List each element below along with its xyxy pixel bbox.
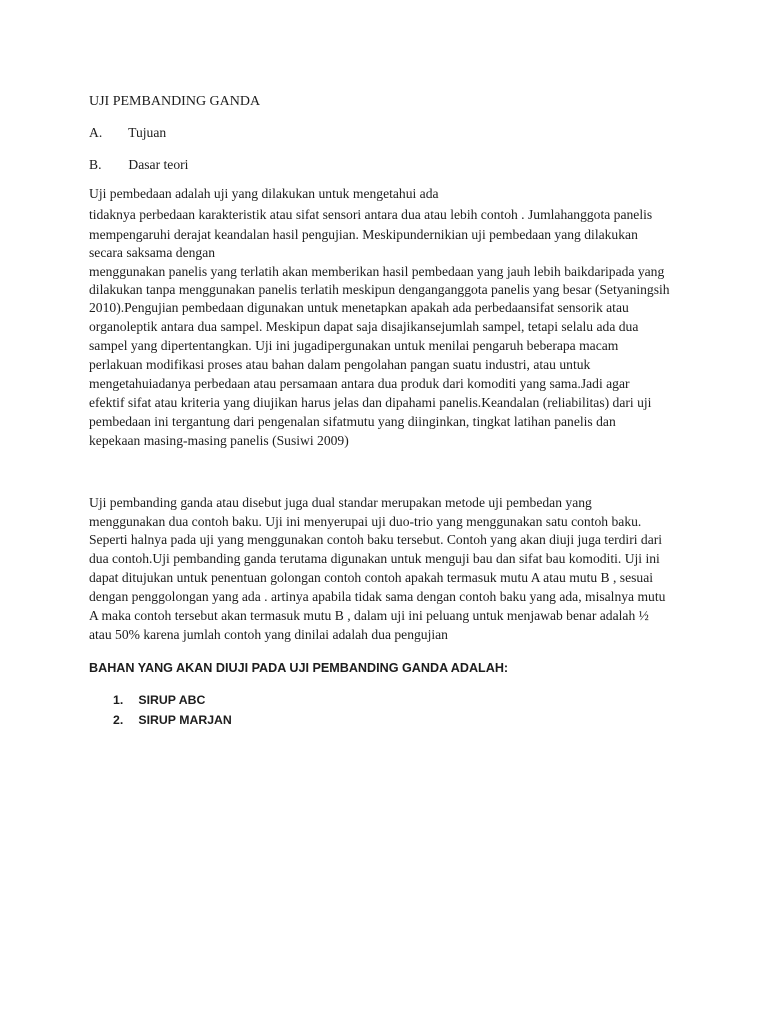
section-marker: A. <box>89 125 103 140</box>
paragraph-line: sampel yang dipertentangkan. Uji ini jugadipergunakan untuk menilai pengaruh beberapa macam <box>89 338 619 353</box>
paragraph-line: dua contoh.Uji pembanding ganda terutama digunakan untuk menguji bau dan sifat bau komoditi. Uji ini <box>89 551 660 566</box>
document-title: UJI PEMBANDING GANDA <box>89 94 261 109</box>
section-label: Tujuan <box>128 125 167 140</box>
paragraph-line: menggunakan panelis yang terlatih akan memberikan hasil pembedaan yang jauh lebih baikdaripada yang <box>89 264 665 279</box>
section-heading-tujuan <box>89 125 166 141</box>
paragraph-line: dapat ditujukan untuk penentuan golongan contoh contoh apakah termasuk mutu A atau mutu B , sesuai <box>89 570 654 585</box>
section-heading-dasar-teori <box>89 157 188 173</box>
list-item <box>113 712 232 728</box>
paragraph-line: mempengaruhi derajat keandalan hasil pengujian. Meskipundernikian uji pembedaan yang dilakukan <box>89 227 638 242</box>
paragraph-line: efektif sifat atau kriteria yang diujikan harus jelas dan dipahami panelis.Keandalan (reliabilitas) dari uji <box>89 395 652 410</box>
paragraph-line: menggunakan dua contoh baku. Uji ini menyerupai uji duo-trio yang menggunakan satu contoh baku. <box>89 514 642 529</box>
paragraph-line: Uji pembedaan adalah uji yang dilakukan untuk mengetahui ada <box>89 186 439 201</box>
paragraph-line: organoleptik antara dua sampel. Meskipun dapat saja disajikansejumlah sampel, tetapi selalu ada dua <box>89 319 639 334</box>
paragraph-line: 2010).Pengujian pembedaan digunakan untuk menetapkan apakah ada perbedaansifat sensorik atau <box>89 300 629 315</box>
paragraph-line: pembedaan ini tergantung dari pengenalan sifatmutu yang diinginkan, tingkat latihan panelis dan <box>89 414 616 429</box>
paragraph-line: A maka contoh tersebut akan termasuk mutu B , dalam uji ini peluang untuk menjawab benar adalah ½ <box>89 608 649 623</box>
paragraph-line: kepekaan masing-masing panelis (Susiwi 2009) <box>89 433 349 448</box>
list-label: SIRUP ABC <box>138 693 206 707</box>
paragraph-line: tidaknya perbedaan karakteristik atau sifat sensori antara dua atau lebih contoh . Jumlahanggota panelis <box>89 207 653 222</box>
list-number: 2. <box>113 713 124 727</box>
paragraph-line: Uji pembanding ganda atau disebut juga dual standar merupakan metode uji pembedan yang <box>89 495 592 510</box>
list-label: SIRUP MARJAN <box>138 713 232 727</box>
section-marker: B. <box>89 157 102 172</box>
paragraph-line: secara saksama dengan <box>89 245 216 260</box>
paragraph-line: dengan penggolongan yang ada . artinya apabila tidak sama dengan contoh baku yang ada, misalnya mutu <box>89 589 666 604</box>
paragraph-line: atau 50% karena jumlah contoh yang dinilai adalah dua pengujian <box>89 627 448 642</box>
paragraph-line: Seperti halnya pada uji yang menggunakan contoh baku tersebut. Contoh yang akan diuji juga terdiri dari <box>89 532 663 547</box>
paragraph-line: perlakuan modifikasi proses atau bahan dalam pengolahan pangan suatu industri, atau untuk <box>89 357 591 372</box>
paragraph-line: dilakukan tanpa menggunakan panelis terlatih meskipun denganganggota panelis yang besar (Setyaningsih <box>89 282 670 297</box>
list-number: 1. <box>113 693 124 707</box>
list-item <box>113 692 205 708</box>
section-label: Dasar teori <box>128 157 189 172</box>
paragraph-line: mengetahuiadanya perbedaan atau persamaan antara dua produk dari komoditi yang sama.Jadi agar <box>89 376 630 391</box>
materials-heading: BAHAN YANG AKAN DIUJI PADA UJI PEMBANDING GANDA ADALAH: <box>89 661 509 675</box>
